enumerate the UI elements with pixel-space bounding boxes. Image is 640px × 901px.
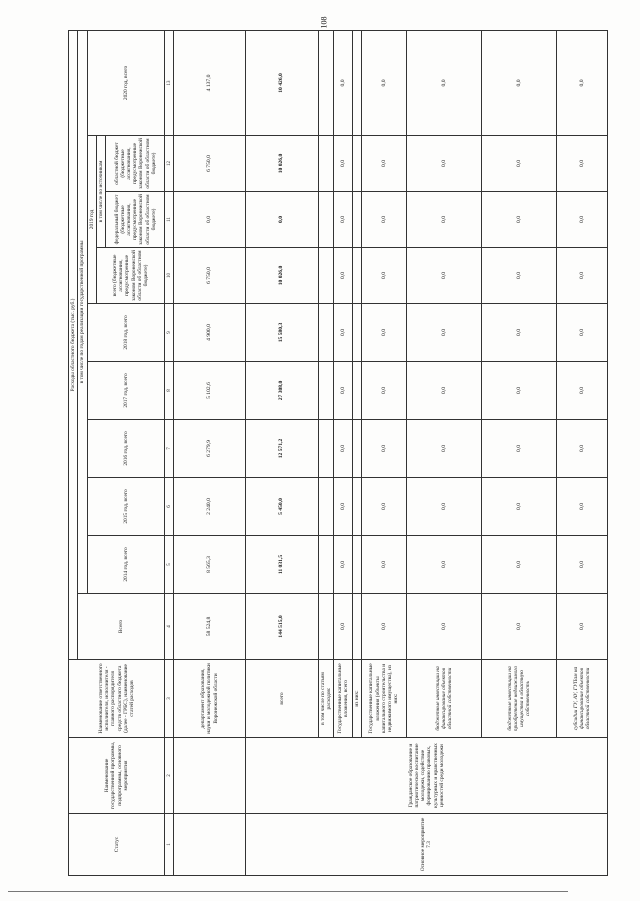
row-program-name xyxy=(174,738,245,814)
row-value xyxy=(352,304,361,362)
row-value: 0,0 xyxy=(362,192,407,248)
row-value xyxy=(352,192,361,248)
row-value: 0,0 xyxy=(362,362,407,420)
row-value: 0,0 xyxy=(406,304,481,362)
header-2018: 2018 год, всего xyxy=(87,304,165,362)
header-expenses-title: Расходы областного бюджета (тыс. руб.) xyxy=(69,30,78,659)
row-value: 0,0 xyxy=(557,420,608,478)
header-2015: 2015 год, всего xyxy=(87,478,165,536)
row-value: 4 137,0 xyxy=(174,30,245,135)
row-value xyxy=(352,478,361,536)
budget-table-container xyxy=(68,31,608,876)
header-2019: 2019 год xyxy=(87,136,96,304)
row-value: 0,0 xyxy=(481,420,556,478)
row-value: 0,0 xyxy=(557,478,608,536)
row-value: 0,0 xyxy=(334,304,352,362)
header-2019-incl: в том числе по источникам xyxy=(97,136,106,248)
table-row xyxy=(174,30,245,875)
row-value: 0,0 xyxy=(334,594,352,660)
row-value xyxy=(352,136,361,192)
col-number: 2 xyxy=(165,738,174,814)
row-value: 0,0 xyxy=(481,248,556,304)
col-number: 7 xyxy=(165,420,174,478)
row-value xyxy=(318,30,334,135)
row-value: 0,0 xyxy=(362,30,407,135)
row-value: 0,0 xyxy=(406,30,481,135)
header-status: Статус xyxy=(69,814,165,876)
row-value xyxy=(352,594,361,660)
row-value: 0,0 xyxy=(334,536,352,594)
row-value: 0,0 xyxy=(557,248,608,304)
row-value xyxy=(318,420,334,478)
header-2020: 2020 год, всего xyxy=(87,30,165,135)
row-value: 0,0 xyxy=(334,136,352,192)
row-value: 11 031,5 xyxy=(245,536,318,594)
row-value: 0,0 xyxy=(481,362,556,420)
budget-table xyxy=(68,30,608,876)
row-executor: Государственные капитальные вложения, всего xyxy=(334,660,352,738)
row-value: 0,0 xyxy=(406,536,481,594)
row-value: 0,0 xyxy=(334,30,352,135)
row-executor: из них: xyxy=(352,660,361,738)
row-value: 0,0 xyxy=(406,136,481,192)
row-value xyxy=(352,362,361,420)
header-2019-total: всего (бюджетные ассигнования, предусмотренные законом Воронежской области об областном бюджете) xyxy=(97,248,165,304)
row-value xyxy=(352,30,361,135)
row-value: 0,0 xyxy=(362,304,407,362)
col-number: 6 xyxy=(165,478,174,536)
row-value: 0,0 xyxy=(362,420,407,478)
col-number: 4 xyxy=(165,594,174,660)
row-executor: Государственные капитальные вложения (объекты капитального строительства и недвижимого имущества), из них: xyxy=(362,660,407,738)
row-value: 6 750,0 xyxy=(174,136,245,192)
row-value: 5 450,0 xyxy=(245,478,318,536)
col-number: 1 xyxy=(165,814,174,876)
row-value xyxy=(318,192,334,248)
row-executor: в том числе по статьям расходов: xyxy=(318,660,334,738)
page-bottom-rule xyxy=(8,891,568,892)
col-number: 3 xyxy=(165,660,174,738)
col-number: 5 xyxy=(165,536,174,594)
row-value xyxy=(318,536,334,594)
row-status xyxy=(174,814,245,876)
header-program-name: Наименование государственной программы, подпрограммы, основного мероприятия xyxy=(69,738,165,814)
col-number: 10 xyxy=(165,248,174,304)
row-value: 0,0 xyxy=(406,192,481,248)
row-value: 144 515,0 xyxy=(245,594,318,660)
row-value: 6 279,9 xyxy=(174,420,245,478)
row-value: 0,0 xyxy=(557,136,608,192)
row-value: 0,0 xyxy=(362,248,407,304)
row-value: 0,0 xyxy=(406,420,481,478)
table-row xyxy=(245,30,318,875)
header-2017: 2017 год, всего xyxy=(87,362,165,420)
row-value: 12 571,2 xyxy=(245,420,318,478)
row-value: 0,0 xyxy=(334,420,352,478)
row-value: 15 580,3 xyxy=(245,304,318,362)
row-value xyxy=(318,594,334,660)
row-value: 0,0 xyxy=(557,362,608,420)
row-value: 10 026,0 xyxy=(245,248,318,304)
row-executor: бюджетные инвестиции на приобретение недвижимого имущества в областную собственность xyxy=(481,660,556,738)
row-executor: департамент образования, науки и молодежной политики Воронежской области xyxy=(174,660,245,738)
header-by-years: в том числе по годам реализации государственной программы xyxy=(78,30,87,593)
row-value: 8 565,3 xyxy=(174,536,245,594)
row-value: 0,0 xyxy=(481,192,556,248)
row-value: 0,0 xyxy=(362,136,407,192)
row-value xyxy=(352,248,361,304)
col-number: 9 xyxy=(165,304,174,362)
row-program-name: Гражданское образование и патриотическое воспитание молодежи, содействие формированию правовых, культурных и нравственных ценностей среди молодежи xyxy=(245,738,607,814)
row-value xyxy=(318,362,334,420)
row-value xyxy=(352,536,361,594)
row-value: 0,0 xyxy=(245,192,318,248)
row-value: 6 750,0 xyxy=(174,248,245,304)
row-value: 0,0 xyxy=(334,362,352,420)
row-value: 4 900,0 xyxy=(174,304,245,362)
row-value: 10 026,0 xyxy=(245,136,318,192)
col-number: 11 xyxy=(165,192,174,248)
row-value: 0,0 xyxy=(557,304,608,362)
row-value xyxy=(352,420,361,478)
row-status: Основное мероприятие 7.3 xyxy=(245,814,607,876)
row-value: 0,0 xyxy=(362,478,407,536)
row-value: 0,0 xyxy=(481,536,556,594)
row-value xyxy=(318,136,334,192)
row-value: 0,0 xyxy=(406,362,481,420)
row-value xyxy=(318,304,334,362)
table-body xyxy=(174,30,608,875)
row-value: 0,0 xyxy=(557,30,608,135)
header-2019-federal: федеральный бюджет (бюджетные ассигнования, предусмотренные законом Воронежской области об областном бюджете) xyxy=(106,192,165,248)
row-value: 0,0 xyxy=(406,478,481,536)
col-number: 12 xyxy=(165,136,174,192)
row-value xyxy=(318,248,334,304)
row-value: 0,0 xyxy=(557,192,608,248)
col-number: 8 xyxy=(165,362,174,420)
column-numbers-row xyxy=(165,30,174,875)
row-value: 0,0 xyxy=(481,30,556,135)
row-value: 0,0 xyxy=(362,594,407,660)
header-2016: 2016 год, всего xyxy=(87,420,165,478)
header-total: Всего xyxy=(78,594,165,660)
row-value: 0,0 xyxy=(334,192,352,248)
header-executor: Наименование ответственного исполнителя, исполнителя - главного распорядителя средств областного бюджета (далее - ГРБС), наименование статей расходов xyxy=(69,660,165,738)
row-value: 0,0 xyxy=(334,478,352,536)
page-number: 108 xyxy=(319,16,329,29)
row-value: 0,0 xyxy=(481,136,556,192)
row-value: 0,0 xyxy=(557,594,608,660)
row-executor: бюджетные инвестиции на финансирование объектов областной собственности xyxy=(406,660,481,738)
row-value: 2 240,0 xyxy=(174,478,245,536)
row-value xyxy=(318,478,334,536)
row-value: 0,0 xyxy=(334,248,352,304)
row-executor: всего xyxy=(245,660,318,738)
row-executor: субсидии ГУ, АУ, ГУПам на финансирование объектов областной собственности xyxy=(557,660,608,738)
row-value: 27 308,0 xyxy=(245,362,318,420)
row-value: 0,0 xyxy=(406,248,481,304)
row-value: 0,0 xyxy=(481,594,556,660)
row-value: 0,0 xyxy=(406,594,481,660)
row-value: 0,0 xyxy=(362,536,407,594)
col-number: 13 xyxy=(165,30,174,135)
row-value: 0,0 xyxy=(481,478,556,536)
row-value: 0,0 xyxy=(557,536,608,594)
header-2019-regional: областной бюджет (бюджетные ассигнования, предусмотренные законом Воронежской области об областном бюджете) xyxy=(106,136,165,192)
row-value: 0,0 xyxy=(174,192,245,248)
header-2014: 2014 год, всего xyxy=(87,536,165,594)
row-value: 58 524,8 xyxy=(174,594,245,660)
row-value: 10 426,0 xyxy=(245,30,318,135)
row-value: 0,0 xyxy=(481,304,556,362)
row-value: 5 102,6 xyxy=(174,362,245,420)
